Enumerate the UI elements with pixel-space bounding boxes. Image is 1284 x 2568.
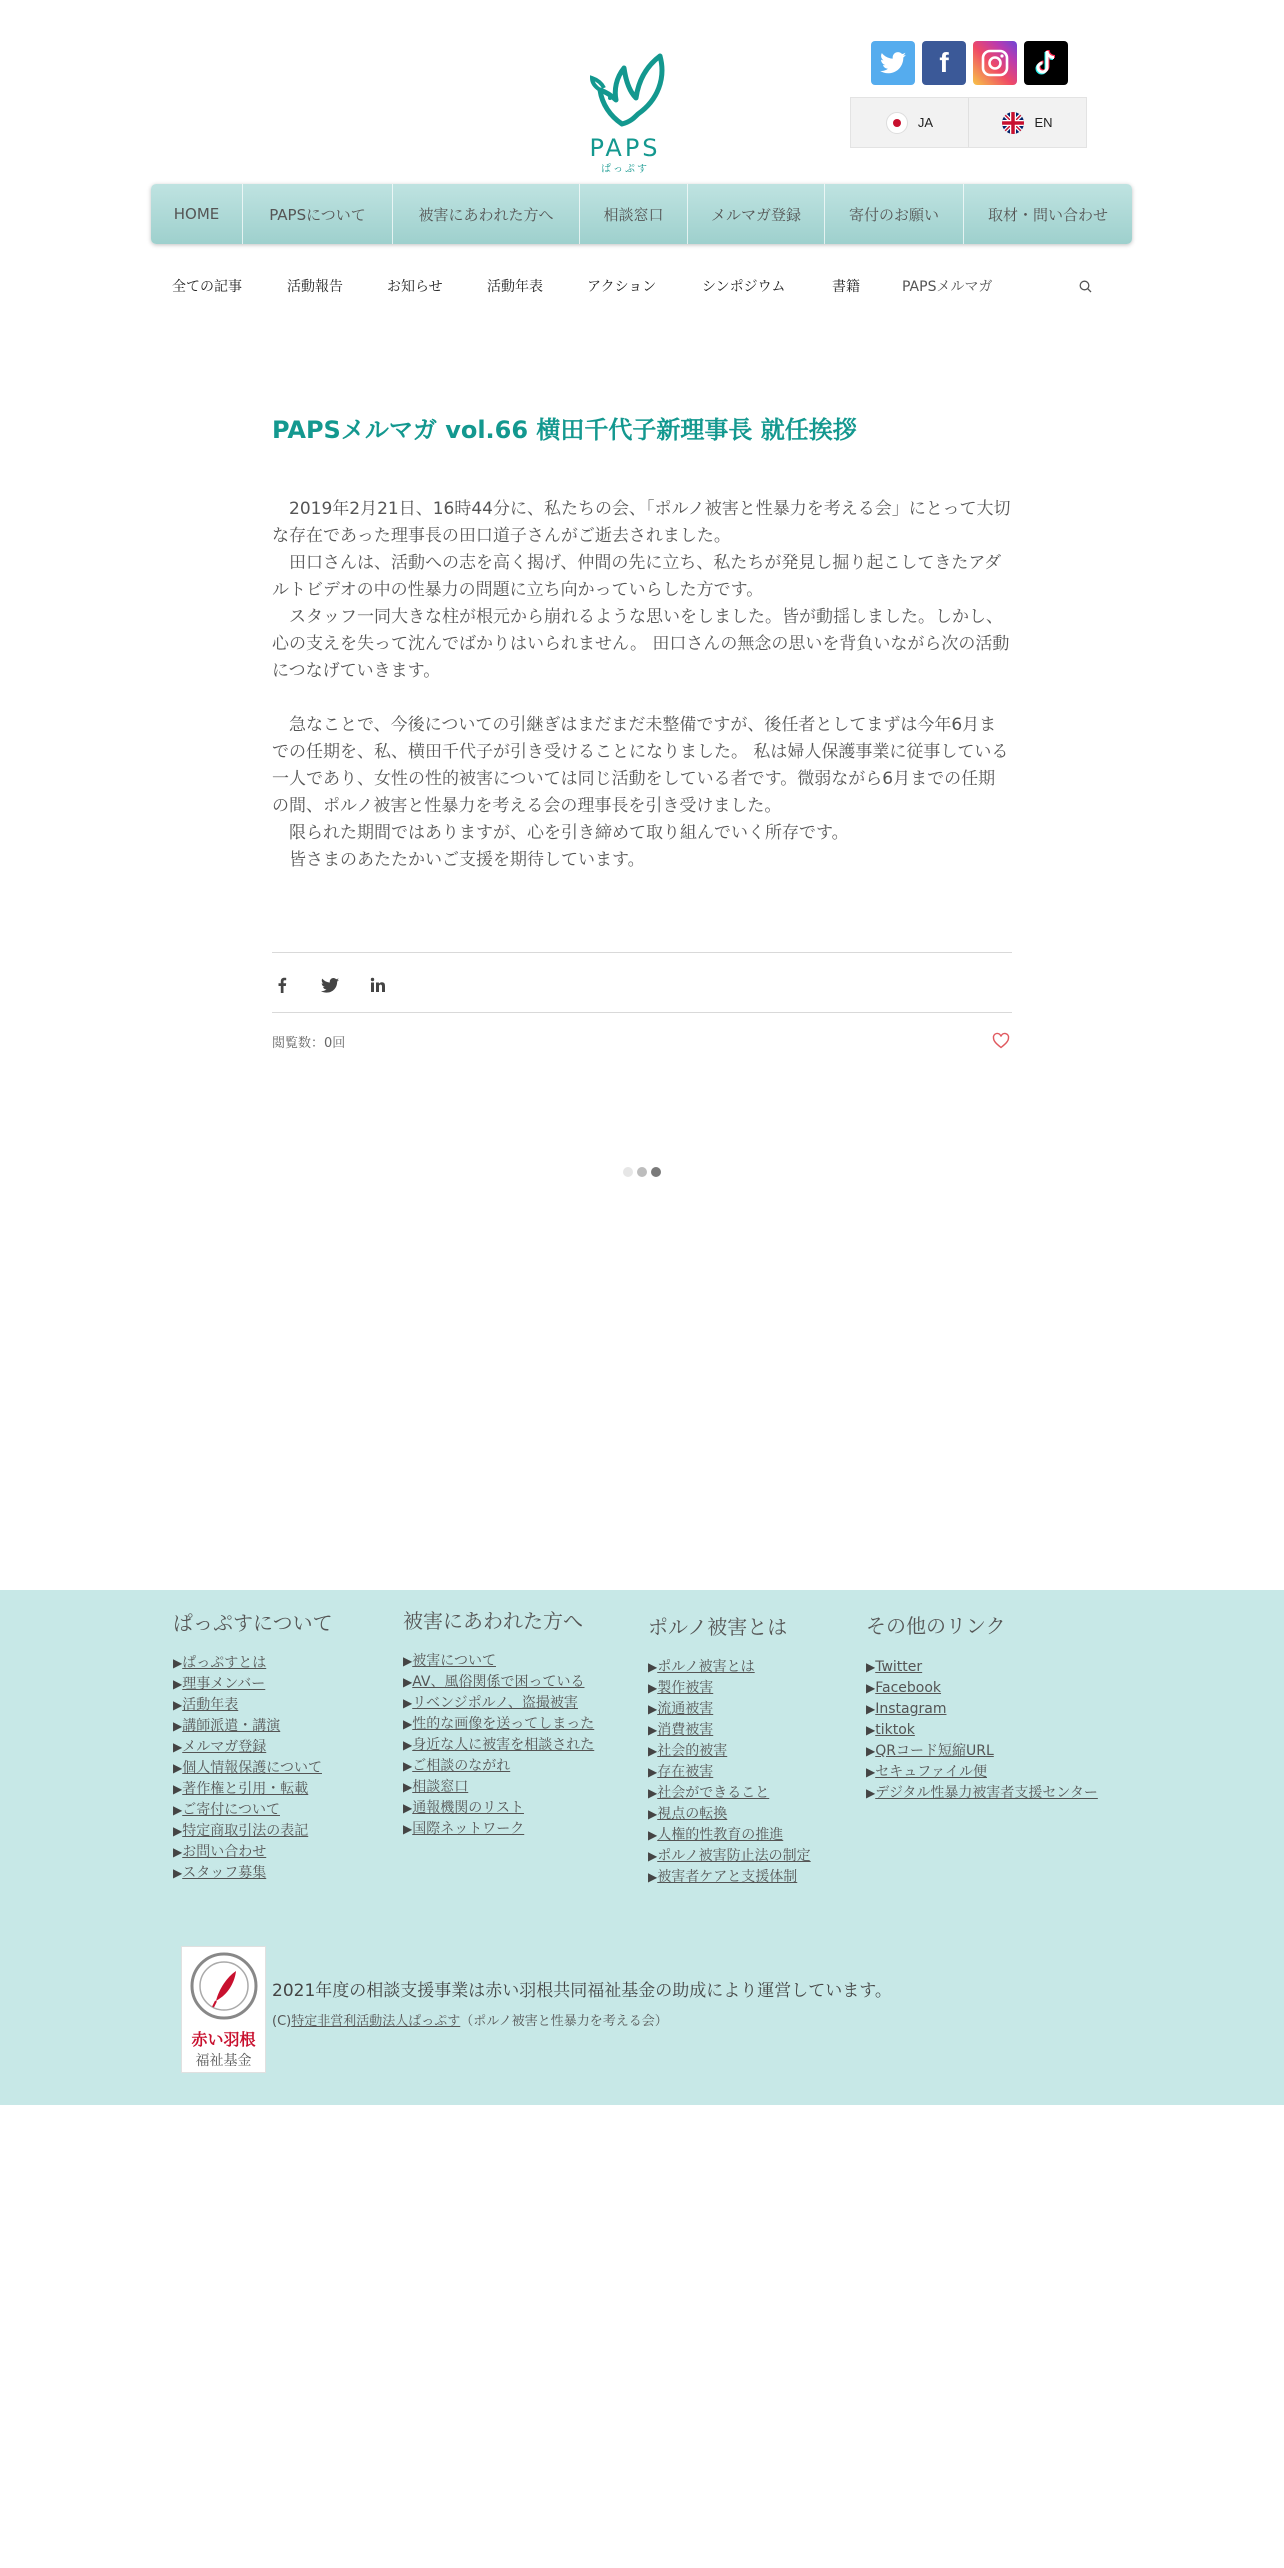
share-twitter-icon[interactable]: [320, 975, 340, 995]
footer-link[interactable]: 社会ができること: [657, 1785, 770, 1801]
footer-link[interactable]: 身近な人に被害を相談された: [412, 1737, 595, 1753]
footer-link-item: [866, 1678, 1098, 1699]
footer-link[interactable]: Twitter: [875, 1659, 923, 1675]
category-reports[interactable]: 活動報告: [287, 279, 343, 295]
triangle-bullet-icon: ▶: [173, 1719, 183, 1733]
footer-link[interactable]: 個人情報保護について: [182, 1760, 322, 1776]
triangle-bullet-icon: ▶: [403, 1759, 413, 1773]
triangle-bullet-icon: ▶: [648, 1849, 658, 1863]
triangle-bullet-icon: ▶: [173, 1698, 183, 1712]
footer-link-item: [173, 1653, 333, 1674]
article-paragraph: 田口さんは、活動への志を高く揭げ、仲間の先に立ち、私たちが発見し掘り起こしてきたアダルトビデオの中の性暴力の問題に立ち向かっていらした方です。: [272, 553, 1002, 600]
triangle-bullet-icon: ▶: [648, 1786, 658, 1800]
footer-link-item: [648, 1783, 811, 1804]
footer-link-item: [648, 1678, 811, 1699]
footer-link[interactable]: 性的な画像を送ってしまった: [412, 1716, 595, 1732]
divider: [272, 1012, 1012, 1013]
triangle-bullet-icon: ▶: [403, 1696, 413, 1710]
nav-item-home[interactable]: HOME: [151, 184, 243, 244]
footer-link[interactable]: 通報機関のリスト: [412, 1800, 524, 1816]
footer-link-item: [866, 1657, 1098, 1678]
footer-link-item: [866, 1720, 1098, 1741]
triangle-bullet-icon: ▶: [403, 1654, 413, 1668]
footer-link[interactable]: ご寄付について: [182, 1802, 280, 1818]
footer-link-item: [866, 1762, 1098, 1783]
copyright-prefix: (C): [272, 2014, 292, 2029]
logo-text: PAPS: [589, 134, 661, 162]
footer-link-list: [173, 1653, 333, 1884]
nav-item-newsletter[interactable]: メルマガ登録: [688, 184, 825, 244]
triangle-bullet-icon: ▶: [173, 1803, 183, 1817]
footer-heading: ぱっぷすについて: [173, 1611, 333, 1635]
category-action[interactable]: アクション: [587, 279, 657, 295]
footer-link-item: [648, 1825, 811, 1846]
copyright-suffix: （ポルノ被害と性暴力を考える会）: [460, 2014, 668, 2029]
category-timeline[interactable]: 活動年表: [487, 279, 543, 295]
triangle-bullet-icon: ▶: [403, 1780, 413, 1794]
footer-link-item: [173, 1695, 333, 1716]
footer-link-item: [403, 1777, 594, 1798]
article-body: [272, 496, 1012, 874]
footer-link-item: [866, 1699, 1098, 1720]
footer-link-item: [648, 1720, 811, 1741]
triangle-bullet-icon: ▶: [173, 1824, 183, 1838]
footer-link-list: [866, 1657, 1098, 1804]
footer-link-item: [173, 1842, 333, 1863]
triangle-bullet-icon: ▶: [173, 1656, 183, 1670]
footer-link[interactable]: 消費被害: [657, 1722, 714, 1738]
red-feather-fund-badge[interactable]: [181, 1946, 266, 2073]
loading-dot: [623, 1167, 633, 1177]
footer-link-item: [866, 1783, 1098, 1804]
triangle-bullet-icon: ▶: [866, 1681, 876, 1695]
footer-link-item: [173, 1674, 333, 1695]
footer-link[interactable]: QRコード短縮URL: [875, 1743, 994, 1759]
footer-link[interactable]: 特定商取引法の表記: [182, 1823, 309, 1839]
footer-link[interactable]: リベンジポルノ、盗撮被害: [412, 1695, 578, 1711]
instagram-icon[interactable]: [973, 41, 1017, 85]
loading-dot: [637, 1167, 647, 1177]
article-paragraph: 皆さまのあたたかいご支援を期待しています。: [272, 850, 645, 870]
footer-link-list: [403, 1651, 594, 1840]
triangle-bullet-icon: ▶: [403, 1738, 413, 1752]
footer-link-item: [403, 1672, 594, 1693]
blog-category-menu: [172, 276, 1122, 296]
triangle-bullet-icon: ▶: [866, 1786, 876, 1800]
footer-link-item: [173, 1758, 333, 1779]
footer-link-item: [173, 1800, 333, 1821]
footer-link-item: [866, 1741, 1098, 1762]
search-icon[interactable]: [1079, 280, 1092, 293]
jp-flag-icon: [886, 112, 908, 134]
triangle-bullet-icon: ▶: [648, 1660, 658, 1674]
footer-link[interactable]: セキュファイル便: [875, 1764, 987, 1780]
footer-link[interactable]: 流通被害: [657, 1701, 714, 1717]
footer-link-item: [173, 1779, 333, 1800]
footer-link-list: [648, 1657, 811, 1888]
footer-link-item: [648, 1741, 811, 1762]
triangle-bullet-icon: ▶: [866, 1660, 876, 1674]
article-paragraph: スタッフ一同大きな柱が根元から崩れるような思いをしました。皆が動揺しました。しかし、心の支えを失って沈んでばかりはいられません。 田口さんの無念の思いを背負いながら次の活動につなげていきます。: [272, 607, 1010, 681]
nav-item-contact[interactable]: 取材・問い合わせ: [987, 205, 1108, 224]
share-linkedin-icon[interactable]: [368, 975, 388, 995]
footer-link-item: [648, 1762, 811, 1783]
footer-link-item: [648, 1657, 811, 1678]
nav-item-consultation[interactable]: 相談窓口: [580, 184, 688, 244]
view-count: 閲覧数：0回: [272, 1036, 346, 1051]
footer-link[interactable]: 社会的被害: [657, 1743, 728, 1759]
footer-link[interactable]: 講師派遣・講演: [182, 1718, 281, 1734]
dove-logo-icon: [580, 38, 670, 136]
footer-heading: ポルノ被害とは: [648, 1615, 788, 1639]
category-newsletter[interactable]: PAPSメルマガ: [902, 279, 993, 295]
footer-link-item: [648, 1867, 811, 1888]
footer-link[interactable]: 存在被害: [657, 1764, 714, 1780]
footer-link[interactable]: お問い合わせ: [182, 1844, 267, 1860]
article-title: PAPSメルマガ vol.66 横田千代子新理事長 就任挨拶: [272, 416, 857, 444]
triangle-bullet-icon: ▶: [173, 1740, 183, 1754]
tiktok-icon[interactable]: [1024, 41, 1068, 85]
divider: [272, 952, 1012, 953]
footer-link-item: [173, 1863, 333, 1884]
paps-logo[interactable]: [570, 38, 680, 173]
footer-link[interactable]: 著作権と引用・転載: [182, 1781, 309, 1797]
triangle-bullet-icon: ▶: [866, 1744, 876, 1758]
loading-dot: [651, 1167, 661, 1177]
triangle-bullet-icon: ▶: [648, 1765, 658, 1779]
footer-link-item: [173, 1821, 333, 1842]
footer-heading: その他のリンク: [866, 1614, 1006, 1638]
like-heart-icon[interactable]: [992, 1032, 1010, 1050]
nav-item-about[interactable]: PAPSについて: [243, 184, 393, 244]
footer-link[interactable]: 国際ネットワーク: [412, 1821, 525, 1837]
triangle-bullet-icon: ▶: [866, 1765, 876, 1779]
footer-link[interactable]: 製作被害: [657, 1680, 714, 1696]
triangle-bullet-icon: ▶: [648, 1702, 658, 1716]
badge-line-2: 福祉基金: [195, 2053, 252, 2069]
grant-statement: 2021年度の相談支援事業は赤い羽根共同福祉基金の助成により運営しています。: [272, 1981, 892, 2001]
footer-link-item: [648, 1846, 811, 1867]
footer-link[interactable]: Facebook: [875, 1680, 942, 1696]
footer-column-about: [173, 1607, 333, 1884]
copyright: [272, 2010, 668, 2029]
article-paragraph: 2019年2月21日、16時44分に、私たちの会、「ポルノ被害と性暴力を考える会」にとって大切な存在であった理事長の田口道子さんがご逝去されました。: [272, 499, 1011, 546]
category-symposium[interactable]: シンポジウム: [702, 279, 786, 295]
footer-link-item: [403, 1819, 594, 1840]
footer-link[interactable]: Instagram: [875, 1701, 947, 1717]
footer-link-item: [403, 1714, 594, 1735]
lang-option-ja[interactable]: [851, 98, 968, 147]
copyright-org-link[interactable]: 特定非営利活動法人ぱっぷす: [291, 2014, 461, 2029]
triangle-bullet-icon: ▶: [866, 1702, 876, 1716]
footer-link-item: [648, 1804, 811, 1825]
footer-link-item: [403, 1798, 594, 1819]
footer-link[interactable]: 活動年表: [182, 1697, 239, 1713]
footer-column-other: [866, 1610, 1098, 1804]
lang-option-en[interactable]: [968, 98, 1086, 147]
facebook-icon[interactable]: f: [922, 41, 966, 85]
logo-subtext: ぱっぷす: [601, 164, 649, 175]
loading-indicator: [623, 1167, 661, 1177]
footer-link[interactable]: tiktok: [875, 1722, 915, 1738]
category-all[interactable]: 全ての記事: [172, 279, 242, 295]
triangle-bullet-icon: ▶: [866, 1723, 876, 1737]
badge-line-1: 赤い羽根: [191, 2030, 256, 2049]
social-bar: [871, 41, 1068, 85]
article-paragraph-spacer: [272, 685, 1012, 712]
article-paragraph: 急なことで、今後についての引継ぎはまだまだ未整備ですが、後任者としてまずは今年6月までの任期を、私、横田千代子が引き受けることになりました。 私は婦人保護事業に従事している一人であり、女性の性的被害については同じ活動をしている者です。微弱ながら6月までの任期の間、ポルノ被害と性暴力を考える会の理事長を引き受けました。: [272, 715, 1009, 816]
footer-link[interactable]: ポルノ被害防止法の制定: [657, 1848, 811, 1864]
language-selector: [850, 97, 1087, 148]
footer-link[interactable]: ぱっぷすとは: [182, 1655, 267, 1671]
triangle-bullet-icon: ▶: [403, 1717, 413, 1731]
uk-flag-icon: [1002, 112, 1024, 134]
nav-item-victims[interactable]: 被害にあわれた方へ: [393, 184, 580, 244]
triangle-bullet-icon: ▶: [403, 1822, 413, 1836]
red-feather-logo-icon: [189, 1951, 259, 2021]
footer-link-item: [648, 1699, 811, 1720]
footer-link[interactable]: 人権的性教育の推進: [657, 1827, 784, 1843]
footer-link-item: [403, 1756, 594, 1777]
main-navigation: [151, 184, 1132, 244]
footer-link[interactable]: AV、風俗関係で困っている: [412, 1674, 585, 1690]
footer-link-item: [173, 1716, 333, 1737]
triangle-bullet-icon: ▶: [173, 1845, 183, 1859]
category-news[interactable]: お知らせ: [387, 279, 443, 295]
footer-column-harm: [648, 1611, 811, 1888]
footer-link-item: [403, 1693, 594, 1714]
triangle-bullet-icon: ▶: [648, 1723, 658, 1737]
footer-column-victims: [403, 1605, 594, 1840]
triangle-bullet-icon: ▶: [173, 1866, 183, 1880]
triangle-bullet-icon: ▶: [648, 1744, 658, 1758]
twitter-icon[interactable]: [871, 41, 915, 85]
footer-link[interactable]: ポルノ被害とは: [657, 1659, 755, 1675]
triangle-bullet-icon: ▶: [173, 1761, 183, 1775]
footer-heading: 被害にあわれた方へ: [403, 1609, 583, 1633]
footer-link[interactable]: 被害者ケアと支援体制: [657, 1869, 798, 1885]
footer-link[interactable]: 被害について: [412, 1653, 496, 1669]
triangle-bullet-icon: ▶: [173, 1677, 183, 1691]
triangle-bullet-icon: ▶: [648, 1828, 658, 1842]
triangle-bullet-icon: ▶: [648, 1870, 658, 1884]
article-paragraph: 限られた期間ではありますが、心を引き締めて取り組んでいく所存です。: [272, 823, 849, 843]
lang-label-ja: JA: [917, 115, 934, 130]
triangle-bullet-icon: ▶: [403, 1801, 413, 1815]
triangle-bullet-icon: ▶: [173, 1782, 183, 1796]
footer-link-item: [403, 1735, 594, 1756]
share-facebook-icon[interactable]: [272, 975, 292, 995]
triangle-bullet-icon: ▶: [648, 1807, 658, 1821]
footer-link[interactable]: 理事メンバー: [182, 1676, 266, 1692]
triangle-bullet-icon: ▶: [403, 1675, 413, 1689]
footer-link[interactable]: スタッフ募集: [182, 1865, 267, 1881]
footer-link[interactable]: 相談窓口: [412, 1779, 469, 1795]
category-books[interactable]: 書籍: [832, 279, 860, 295]
footer-link-item: [403, 1651, 594, 1672]
triangle-bullet-icon: ▶: [648, 1681, 658, 1695]
footer-link[interactable]: デジタル性暴力被害者支援センター: [875, 1785, 1098, 1801]
footer-link[interactable]: 視点の転換: [657, 1806, 728, 1822]
footer-link-item: [173, 1737, 333, 1758]
footer-link[interactable]: ご相談のながれ: [412, 1758, 511, 1774]
nav-item-donation[interactable]: 寄付のお願い: [825, 184, 964, 244]
lang-label-en: EN: [1034, 115, 1053, 130]
footer-link[interactable]: メルマガ登録: [182, 1739, 267, 1755]
